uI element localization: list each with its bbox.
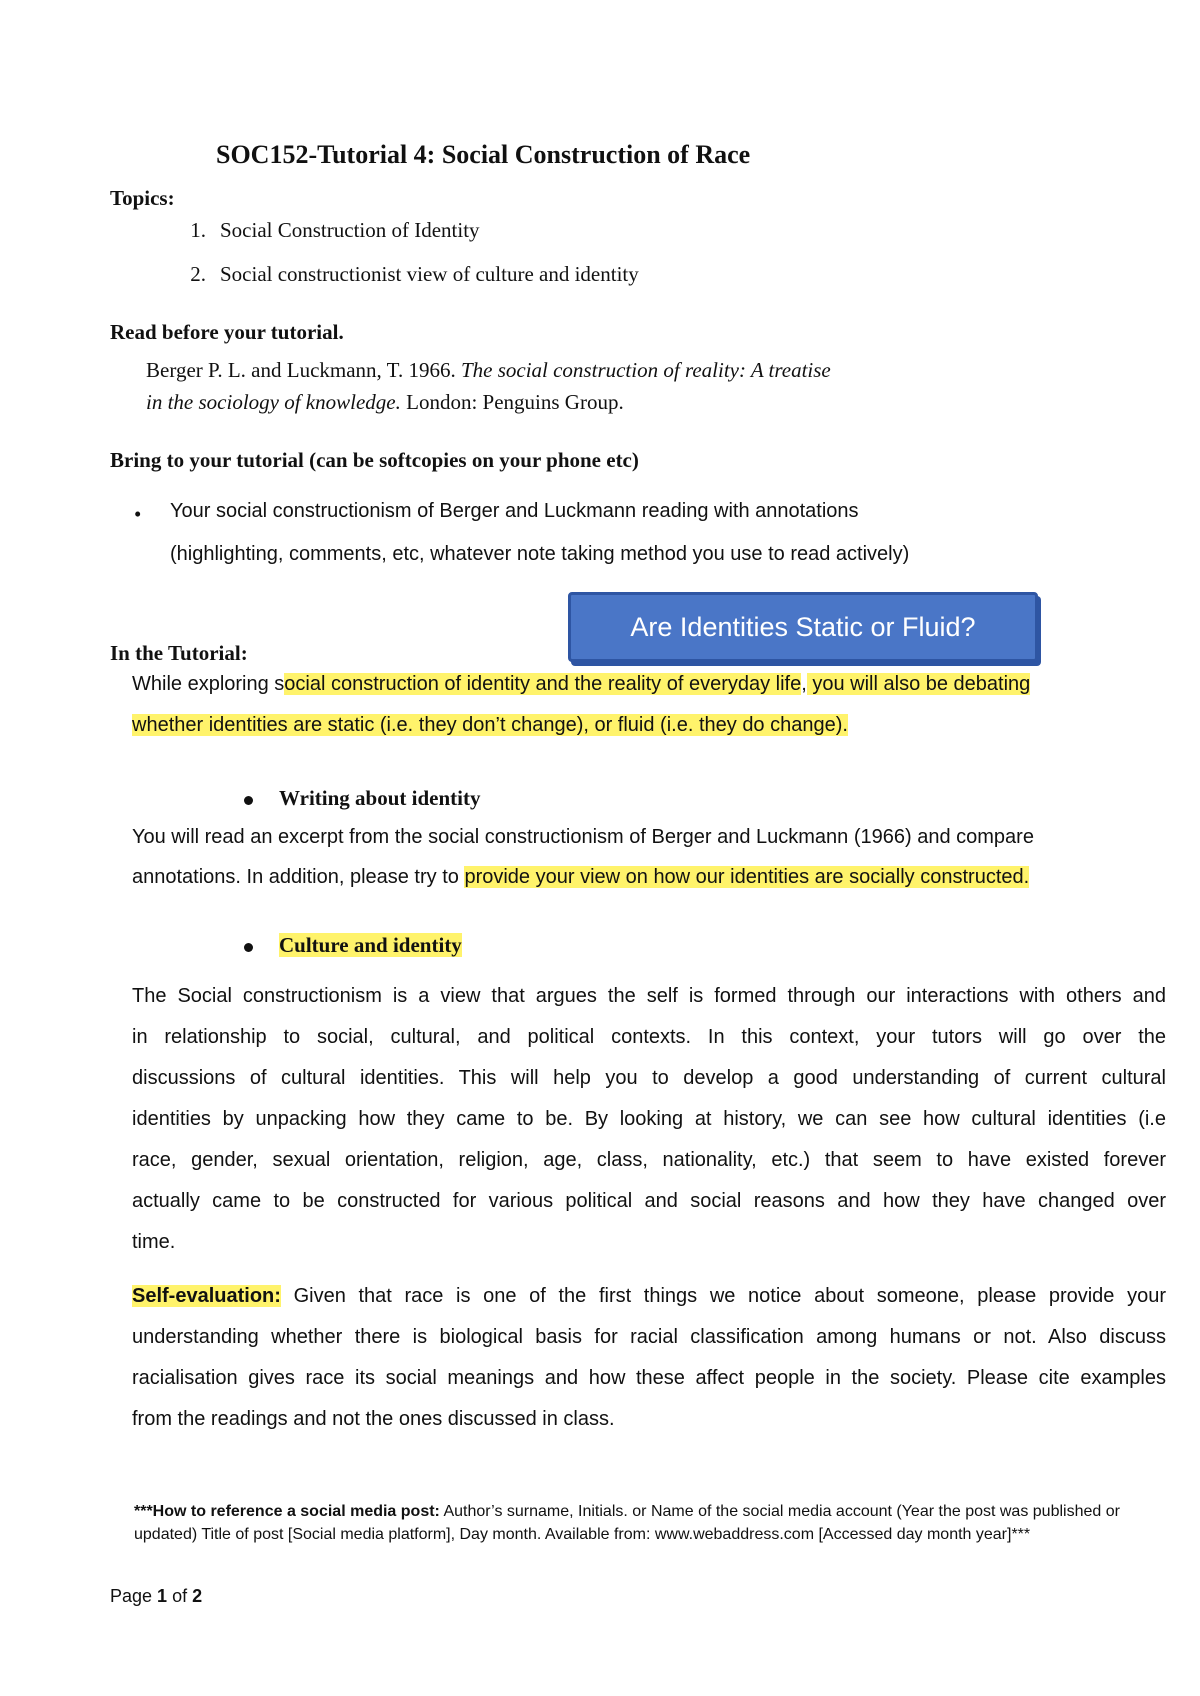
page-current: 1 <box>157 1586 168 1606</box>
paragraph-line: racialisation gives race its social meanings and how these affect people in the society. Please cite examples <box>132 1367 1166 1389</box>
bring-heading: Bring to your tutorial (can be softcopies on your phone etc) <box>110 448 639 472</box>
paragraph-line: time. <box>132 1231 176 1253</box>
paragraph-line: The Social constructionism is a view that argues the self is formed through our interactions with others and <box>132 985 1166 1007</box>
reference-title-cont: in the sociology of knowledge. <box>146 390 401 414</box>
footnote-text: Author’s surname, Initials. or Name of the social media account (Year the post was published or updated) Title of post [Social media platform], Day month. Available from: www.webaddress.com [Accessed day month year]*** <box>134 1503 1120 1543</box>
paragraph-line: understanding whether there is biological basis for racial classification among humans or not. Also discuss <box>132 1326 1166 1348</box>
writing-line-2 <box>132 866 1029 889</box>
in-tutorial-heading: In the Tutorial: <box>110 641 248 665</box>
culture-heading: Culture and identity <box>279 933 462 957</box>
highlight-text: whether identities are static (i.e. they don’t change), or fluid (i.e. they do change). <box>132 714 848 736</box>
topic-text: Social constructionist view of culture and identity <box>220 262 639 286</box>
footnote-label: ***How to reference a social media post: <box>134 1503 440 1520</box>
culture-heading-row <box>244 933 462 958</box>
page-of: of <box>167 1586 193 1606</box>
reference-publisher: London: Penguins Group. <box>400 390 624 414</box>
paragraph-line: race, gender, sexual orientation, religion, age, class, nationality, etc.) that seem to have existed forever <box>132 1149 1166 1171</box>
page-prefix: Page <box>110 1586 158 1606</box>
self-eval-text: Given that race is one of the first things we notice about someone, please provide your <box>280 1285 1166 1307</box>
bring-line-1: Your social constructionism of Berger and Luckmann reading with annotations <box>170 500 859 522</box>
topic-text: Social Construction of Identity <box>220 218 480 242</box>
culture-paragraph <box>132 976 1166 1263</box>
reference-title: The social construction of reality: A treatise <box>460 358 831 382</box>
topics-heading: Topics: <box>110 186 175 210</box>
paragraph-line: in relationship to social, cultural, and political contexts. In this context, your tutors will go over the <box>132 1026 1166 1048</box>
topic-item <box>176 218 480 243</box>
in-tutorial-text: While exploring s <box>132 673 285 695</box>
document-title: SOC152-Tutorial 4: Social Construction of Race <box>216 140 751 169</box>
bullet-dot-icon <box>244 943 253 952</box>
topic-number: 2. <box>190 262 206 286</box>
in-tutorial-line-1 <box>132 673 1030 696</box>
self-eval-paragraph <box>132 1276 1166 1440</box>
bring-bullet: • <box>134 502 142 526</box>
comma-text: , <box>801 673 807 695</box>
callout-box <box>568 592 1038 662</box>
in-tutorial-line-2 <box>132 714 848 737</box>
topic-item <box>176 262 639 287</box>
highlight-text: you will also be debating <box>806 673 1031 695</box>
highlight-text: ocial construction of identity and the reality of everyday life <box>284 673 802 695</box>
self-eval-label: Self-evaluation: <box>132 1285 281 1307</box>
writing-heading: Writing about identity <box>279 786 481 810</box>
paragraph-line: actually came to be constructed for various political and social reasons and how they have changed over <box>132 1190 1166 1212</box>
topic-number: 1. <box>190 218 206 242</box>
footnote <box>134 1500 1164 1546</box>
callout-text: Are Identities Static or Fluid? <box>630 611 976 642</box>
writing-text: annotations. In addition, please try to <box>132 866 465 888</box>
bullet-dot-icon <box>244 796 253 805</box>
reference-line-1 <box>146 358 831 383</box>
writing-line-1: You will read an excerpt from the social constructionism of Berger and Luckmann (1966) and compare <box>132 826 1034 848</box>
paragraph-line <box>132 1276 1166 1317</box>
paragraph-line: discussions of cultural identities. This will help you to develop a good understanding of current cultural <box>132 1067 1166 1089</box>
paragraph-line: from the readings and not the ones discussed in class. <box>132 1408 615 1430</box>
page-number <box>110 1586 202 1607</box>
reference-author: Berger P. L. and Luckmann, T. 1966. <box>146 358 461 382</box>
paragraph-line: identities by unpacking how they came to be. By looking at history, we can see how cultural identities (i.e <box>132 1108 1166 1130</box>
writing-heading-row <box>244 786 480 811</box>
reference-line-2 <box>146 390 624 415</box>
bring-line-2: (highlighting, comments, etc, whatever note taking method you use to read actively) <box>170 543 910 565</box>
read-before-heading: Read before your tutorial. <box>110 320 344 344</box>
page-total: 2 <box>192 1586 203 1606</box>
highlight-text: provide your view on how our identities are socially constructed. <box>464 866 1030 888</box>
